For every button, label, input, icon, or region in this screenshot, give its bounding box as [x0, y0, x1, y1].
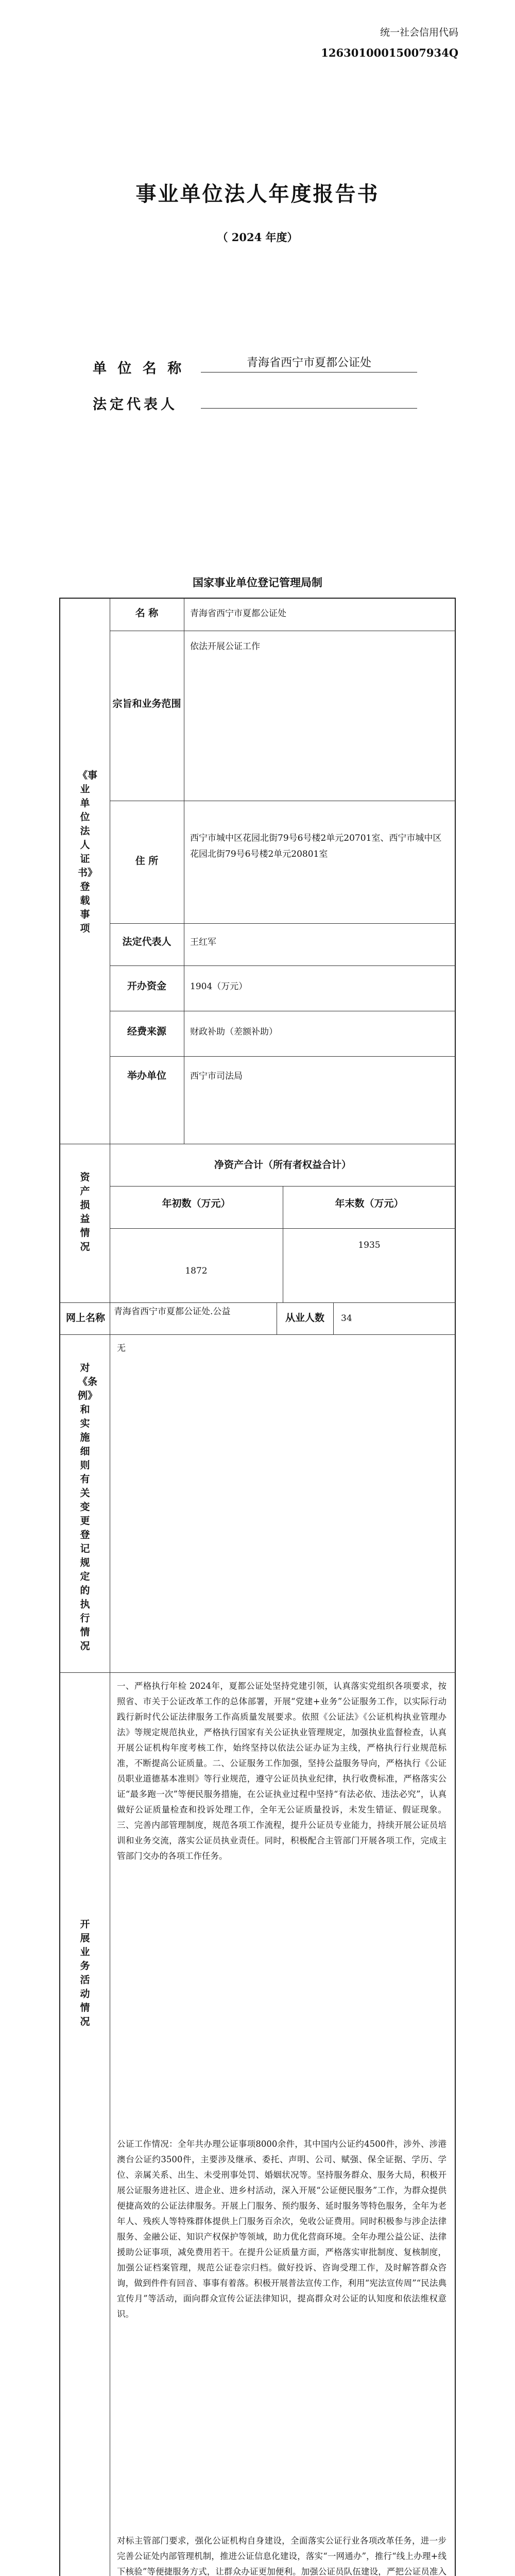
cover-legal-rep-label: 法定代表人: [93, 397, 178, 413]
cover-legal-rep-value: [201, 391, 417, 409]
cover-unit-name-value: 青海省西宁市夏都公证处: [201, 354, 417, 372]
cert-section-label: 《事业单位法人证书》登载事项: [78, 770, 98, 934]
purpose-value: 依法开展公证工作: [190, 641, 260, 652]
compliance-value: 无: [117, 1343, 126, 1353]
authority-value: 西宁市司法局: [190, 1071, 243, 1081]
name-label: 名 称: [135, 607, 159, 619]
report-year: （ 2024 年度）: [217, 231, 298, 244]
business-paragraph-1: 一、严格执行年检 2024年，夏都公证处坚持党建引领，认真落实党组织各项要求，按照省、市关于公证改革工作的总体部署，开展“党建+业务”公证服务工作，以实际行动践行新时代公证法律服务工作高质量发展要求。依照《公证法》《公证机构执业管理办法》等规定规范执业，严格执行国家有关公证执业管理规定，加强执业监督检查，认真开展公证机构年度考核工作，始终坚持以依法公证办证为主线，严格执行行业规范标准，不断提高公证质量。二、公证服务工作加强，坚持公益服务导向，严格执行《公证员职业道德基本准则》等行业规范，遵守公证员执业纪律，执行收费标准，严格落实公证“最多跑一次”等便民服务措施，在公证执业过程中坚持“有法必依、违法必究”，认真做好公证质量检查和投诉处理工作，全年无公证质量投诉，未发生错证、假证现象。三、完善内部管理制度，规范各项工作流程，提升公证员专业能力，持续开展公证员培训和业务交流，落实公证员执业责任。同时，积极配合主管部门开展各项工作，完成主管部门交办的各项工作任务。: [117, 1681, 447, 1861]
credit-code-value: 12630100015007934Q: [321, 46, 458, 59]
report-table: [59, 598, 456, 2576]
report-title: 事业单位法人年度报告书: [135, 182, 380, 206]
authority-label: 举办单位: [127, 1070, 166, 1081]
web-name-value: 青海省西宁市夏都公证处.公益: [114, 1307, 231, 1317]
name-value: 青海省西宁市夏都公证处: [190, 608, 286, 619]
funds-value: 1904（万元）: [190, 981, 248, 992]
assets-begin-value: 1872: [185, 1266, 208, 1276]
assets-section-label: 资产损益情况: [80, 1172, 90, 1252]
table-issuer: 国家事业单位登记管理局制: [193, 576, 322, 589]
address-label: 住 所: [135, 855, 159, 867]
web-name-label: 网上名称: [65, 1312, 105, 1324]
address-value: 西宁市城中区花园北街79号6号楼2单元20701室、西宁市城中区花园北街79号6号楼2单元20801室: [190, 833, 442, 859]
business-paragraph-3: 对标主管部门要求，强化公证机构自身建设，全面落实公证行业各项改革任务，进一步完善公证处内部管理机制，推进公证信息化建设，落实“一网通办”，推行“线上办理+线下核验”等便捷服务方式，让群众办证更加便利。加强公证员队伍建设，严把公证员准入: [117, 2536, 447, 2576]
source-label: 经费来源: [127, 1026, 166, 1037]
assets-end-value: 1935: [358, 1240, 381, 1250]
funds-label: 开办资金: [127, 980, 166, 992]
cover-unit-name-label: 单 位 名 称: [93, 361, 185, 377]
staff-label: 从业人数: [285, 1312, 324, 1324]
source-value: 财政补助（差额补助）: [190, 1027, 278, 1037]
purpose-label: 宗旨和业务范围: [112, 698, 181, 709]
legal-rep-label: 法定代表人: [122, 936, 171, 947]
assets-end-label: 年末数（万元）: [335, 1198, 404, 1209]
compliance-label: 对《条例》和实施细则有关变更登记规定的执行情况: [78, 1362, 98, 1652]
assets-begin-label: 年初数（万元）: [162, 1198, 231, 1209]
business-label: 开展业务活动情况: [80, 1919, 90, 2027]
legal-rep-value: 王红军: [190, 937, 216, 947]
staff-value: 34: [341, 1313, 352, 1324]
net-assets-header: 净资产合计（所有者权益合计）: [214, 1159, 351, 1171]
business-paragraph-2: 公证工作情况：全年共办理公证事项8000余件，其中国内公证约4500件，涉外、涉港澳台公证约3500件，主要涉及继承、委托、声明、公司、赋强、保全证据、学历、学位、亲属关系、出生、未受刑事处罚、婚姻状况等。坚持服务群众、服务大局，积极开展公证服务进社区、进企业、进乡村活动，深入开展“公证便民服务”工作，为群众提供便捷高效的公证法律服务。开展上门服务、预约服务、延时服务等特色服务，全年为老年人、残疾人等特殊群体提供上门服务百余次，免收公证费用。同时积极参与涉企法律服务、金融公证、知识产权保护等领域，助力优化营商环境。全年办理公益公证、法律援助公证事项，减免费用若干。在提升公证质量方面，严格落实审批制度、复核制度，加强公证档案管理，规范公证卷宗归档。做好投诉、咨询受理工作，及时解答群众咨询，做到件件有回音、事事有着落。积极开展普法宣传工作，利用“宪法宣传周”“民法典宣传月”等活动，面向群众宣传公证法律知识，提高群众对公证的认知度和依法维权意识。: [117, 2139, 447, 2319]
credit-code-label: 统一社会信用代码: [380, 27, 458, 38]
